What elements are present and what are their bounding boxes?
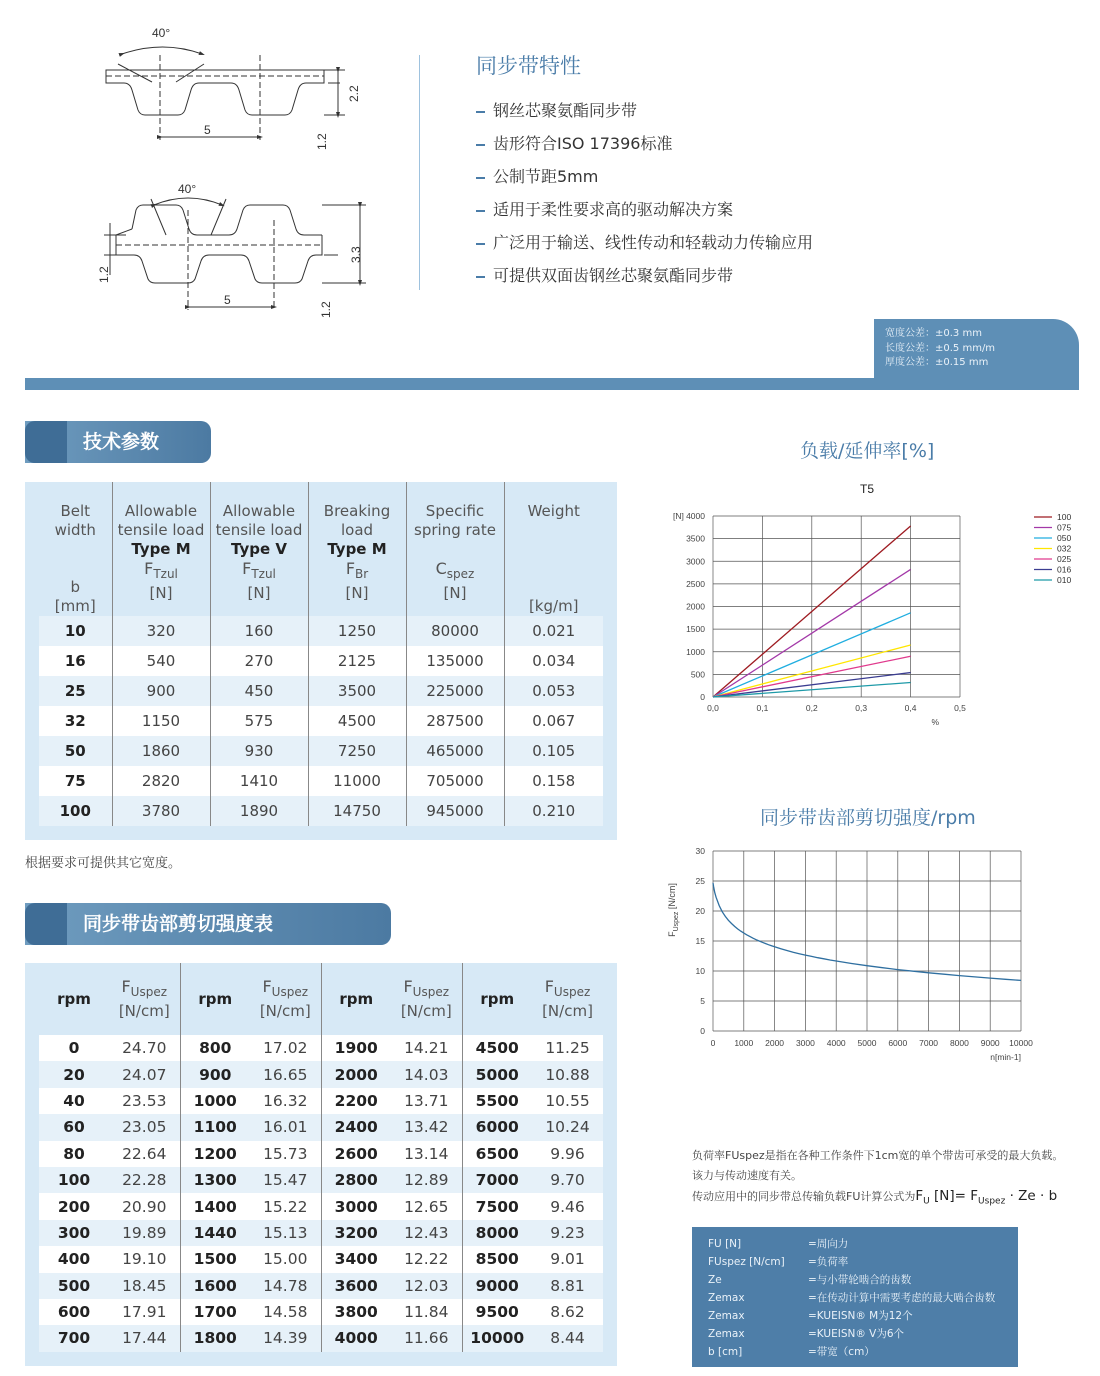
fuspez-header: $F_{Uspez}$ [N/cm]	[259, 976, 311, 1021]
spec-cell: 0.021	[504, 616, 603, 646]
spec-cell: 450	[210, 676, 308, 706]
feature-item: 可提供双面齿钢丝芯聚氨酯同步带	[476, 259, 896, 292]
spec-cell: 945000	[406, 796, 504, 826]
spec-cell: 0.053	[504, 676, 603, 706]
fuspez-cell: 11.84	[391, 1299, 462, 1325]
spec-cell: 100	[39, 796, 112, 826]
belt-profile-drawing-bottom	[96, 175, 376, 320]
spec-table-row	[39, 796, 603, 826]
pitch-label: 5	[204, 123, 211, 137]
rpm-cell: 3200	[321, 1220, 391, 1246]
legend-label: 100	[1057, 512, 1072, 522]
rpm-cell: 4500	[462, 1035, 532, 1061]
x-axis-label: %	[931, 717, 940, 727]
pitch-label: 5	[224, 293, 231, 307]
x-tick-label: 2000	[765, 1038, 785, 1048]
col-belt-width: Belt width b [mm]	[54, 502, 96, 615]
legend-row	[708, 1325, 1018, 1343]
fuspez-cell: 9.23	[532, 1220, 603, 1246]
feature-item: 公制节距5mm	[476, 160, 896, 193]
section-title: 同步带齿部剪切强度表	[83, 913, 274, 935]
symbol-legend-box	[692, 1227, 1018, 1367]
rpm-table-row	[39, 1299, 603, 1325]
y-tick-label: 10	[695, 966, 705, 976]
fuspez-cell: 10.55	[532, 1088, 603, 1114]
y-tick-label: 5	[700, 996, 705, 1006]
fuspez-cell: 9.46	[532, 1193, 603, 1219]
spec-table-panel	[25, 482, 617, 840]
tolerance-box	[874, 319, 1079, 390]
fuspez-cell: 8.81	[532, 1273, 603, 1299]
fuspez-cell: 14.39	[250, 1325, 321, 1351]
legend-label: 025	[1057, 554, 1072, 564]
rpm-cell: 500	[39, 1273, 109, 1299]
legend-row	[708, 1271, 1018, 1289]
rpm-table-panel	[25, 963, 617, 1366]
rpm-cell: 6500	[462, 1141, 532, 1167]
rpm-cell: 5000	[462, 1061, 532, 1087]
fuspez-cell: 14.21	[391, 1035, 462, 1061]
fuspez-cell: 22.64	[109, 1141, 180, 1167]
spec-table-row	[39, 676, 603, 706]
fuspez-cell: 8.44	[532, 1325, 603, 1351]
spec-cell: 7250	[308, 736, 406, 766]
y-tick-label: 15	[695, 936, 705, 946]
rpm-cell: 2600	[321, 1141, 391, 1167]
y-tick-label: 20	[695, 906, 705, 916]
legend-row	[708, 1235, 1018, 1253]
spec-cell: 80000	[406, 616, 504, 646]
legend-value: =周向力	[808, 1238, 849, 1250]
spec-cell: 50	[39, 736, 112, 766]
legend-value: =KUEISN® V为6个	[808, 1328, 905, 1340]
legend-value: =负荷率	[808, 1256, 849, 1268]
features-list	[476, 94, 896, 292]
fuspez-cell: 17.44	[109, 1325, 180, 1351]
dash-icon	[476, 243, 485, 245]
fuspez-cell: 8.62	[532, 1299, 603, 1325]
fuspez-cell: 16.01	[250, 1114, 321, 1140]
rpm-cell: 1900	[321, 1035, 391, 1061]
fuspez-cell: 16.32	[250, 1088, 321, 1114]
spec-cell: 0.034	[504, 646, 603, 676]
rpm-cell: 1100	[180, 1114, 250, 1140]
rpm-cell: 1000	[180, 1088, 250, 1114]
rpm-cell: 7500	[462, 1193, 532, 1219]
x-tick-label: 0,4	[904, 703, 917, 713]
rpm-table-row	[39, 1061, 603, 1087]
dash-icon	[476, 276, 485, 278]
spec-cell: 2820	[112, 766, 210, 796]
y-tick-label: 3000	[686, 556, 705, 567]
col-allowable-v: Allowable tensile load Type V $F_{Tzul}$ [N]	[210, 482, 308, 616]
spec-cell: 320	[112, 616, 210, 646]
rpm-cell: 3800	[321, 1299, 391, 1325]
spec-cell: 160	[210, 616, 308, 646]
spec-cell: 930	[210, 736, 308, 766]
y-tick-label: 1500	[686, 624, 705, 635]
explanation-line2: 该力与传动速度有关。	[692, 1169, 802, 1182]
y-axis-label-main: F	[667, 931, 677, 937]
fuspez-cell: 15.00	[250, 1246, 321, 1272]
y-axis-label-unit: [N/cm]	[667, 883, 677, 912]
x-tick-label: 6000	[888, 1038, 908, 1048]
rpm-table	[39, 963, 603, 1352]
rpm-cell: 2800	[321, 1167, 391, 1193]
fuspez-cell: 24.07	[109, 1061, 180, 1087]
spec-cell: 1410	[210, 766, 308, 796]
spec-cell: 465000	[406, 736, 504, 766]
rpm-table-row	[39, 1246, 603, 1272]
x-tick-label: 0,2	[805, 703, 818, 713]
section-header-tech-params	[25, 421, 211, 463]
chart1-page-title: 负载/延伸率[%]	[800, 440, 935, 462]
spec-cell: 25	[39, 676, 112, 706]
explanation-text	[692, 1146, 1092, 1212]
features-title: 同步带特性	[476, 54, 581, 78]
rpm-header: rpm	[57, 989, 91, 1008]
section-title: 技术参数	[83, 431, 160, 453]
fuspez-cell: 9.96	[532, 1141, 603, 1167]
fuspez-cell: 17.91	[109, 1299, 180, 1325]
rpm-cell: 900	[180, 1061, 250, 1087]
feature-item: 钢丝芯聚氨酯同步带	[476, 94, 896, 127]
rpm-cell: 4000	[321, 1325, 391, 1351]
rpm-cell: 10000	[462, 1325, 532, 1351]
feature-item: 广泛用于输送、线性传动和轻载动力传输应用	[476, 226, 896, 259]
rpm-cell: 700	[39, 1325, 109, 1351]
rpm-cell: 5500	[462, 1088, 532, 1114]
legend-key: Ze	[708, 1274, 722, 1286]
legend-row	[708, 1343, 1018, 1361]
rpm-cell: 1440	[180, 1220, 250, 1246]
rpm-cell: 1500	[180, 1246, 250, 1272]
fuspez-cell: 10.88	[532, 1061, 603, 1087]
rpm-cell: 1400	[180, 1193, 250, 1219]
x-tick-label: 3000	[795, 1038, 815, 1048]
features-panel	[476, 50, 896, 292]
legend-label: 032	[1057, 543, 1072, 554]
y-axis-label	[667, 883, 680, 937]
spec-cell: 2125	[308, 646, 406, 676]
legend-label: 010	[1057, 575, 1072, 585]
rpm-cell: 800	[180, 1035, 250, 1061]
y-axis-unit: [N]	[673, 511, 684, 521]
spec-cell: 1860	[112, 736, 210, 766]
col-weight: Weight [kg/m]	[504, 482, 603, 616]
rpm-cell: 20	[39, 1061, 109, 1087]
y-tick-label: 0	[700, 692, 705, 702]
rpm-cell: 1300	[180, 1167, 250, 1193]
rpm-cell: 9500	[462, 1299, 532, 1325]
rpm-table-header	[39, 963, 603, 1035]
dash-icon	[476, 144, 485, 146]
load-elongation-chart	[650, 478, 1090, 738]
x-tick-label: 0,0	[707, 703, 719, 713]
fuspez-cell: 12.65	[391, 1193, 462, 1219]
legend-value: =带宽（cm）	[808, 1346, 875, 1358]
fuspez-cell: 10.24	[532, 1114, 603, 1140]
spec-cell: 0.105	[504, 736, 603, 766]
dash-icon	[476, 210, 485, 212]
tolerance-thickness: 厚度公差：±0.15 mm	[885, 357, 989, 368]
fuspez-cell: 11.25	[532, 1035, 603, 1061]
fuspez-cell: 23.53	[109, 1088, 180, 1114]
y-tick-label: 30	[695, 846, 705, 856]
legend-value: =KUEISN® M为12个	[808, 1310, 913, 1322]
spec-table-row	[39, 706, 603, 736]
legend-key: Zemax	[708, 1310, 745, 1322]
fuspez-cell: 12.89	[391, 1167, 462, 1193]
col-allowable-m: Allowable tensile load Type M $F_{Tzul}$ [N]	[112, 482, 210, 616]
x-tick-label: 1000	[734, 1038, 754, 1048]
spec-table-row	[39, 736, 603, 766]
rpm-header: rpm	[180, 963, 250, 1035]
rpm-cell: 300	[39, 1220, 109, 1246]
height-label: 3.3	[349, 246, 363, 263]
legend-row	[708, 1307, 1018, 1325]
height-label: 2.2	[347, 85, 361, 102]
x-tick-label: 0,3	[855, 703, 868, 713]
fuspez-cell: 19.10	[109, 1246, 180, 1272]
legend-row	[708, 1289, 1018, 1307]
fuspez-cell: 9.01	[532, 1246, 603, 1272]
x-tick-label: 0,5	[954, 703, 966, 713]
formula: $F_U$ $[N]= F_{Uspez} \cdot Ze \cdot b$	[915, 1188, 1058, 1207]
width-note: 根据要求可提供其它宽度。	[25, 856, 182, 871]
spec-cell: 11000	[308, 766, 406, 796]
rpm-cell: 8500	[462, 1246, 532, 1272]
explanation-line1: 负荷率FUspez是指在各种工作条件下1cm宽的单个带齿可承受的最大负载。	[692, 1149, 1064, 1162]
rpm-table-row	[39, 1114, 603, 1140]
rpm-cell: 400	[39, 1246, 109, 1272]
x-tick-label: 10000	[1009, 1038, 1033, 1048]
y-tick-label: 2000	[686, 601, 705, 612]
x-tick-label: 5000	[857, 1038, 877, 1048]
fuspez-cell: 14.58	[250, 1299, 321, 1325]
rpm-cell: 8000	[462, 1220, 532, 1246]
fuspez-header: $F_{Uspez}$ [N/cm]	[118, 976, 170, 1021]
rpm-cell: 1600	[180, 1273, 250, 1299]
fuspez-cell: 19.89	[109, 1220, 180, 1246]
spec-table-body	[39, 616, 603, 826]
y-tick-label: 1000	[686, 646, 705, 657]
rpm-cell: 600	[39, 1299, 109, 1325]
rpm-table-row	[39, 1325, 603, 1351]
legend-key: FU [N]	[708, 1238, 742, 1250]
fuspez-cell: 17.02	[250, 1035, 321, 1061]
rpm-cell: 80	[39, 1141, 109, 1167]
section-tab	[25, 421, 67, 463]
fuspez-header: $F_{Uspez}$ [N/cm]	[542, 976, 593, 1021]
fuspez-cell: 15.13	[250, 1220, 321, 1246]
feature-item: 适用于柔性要求高的驱动解决方案	[476, 193, 896, 226]
tolerance-width: 宽度公差：±0.3 mm	[885, 328, 982, 339]
legend-value: =在传动计算中需要考虑的最大啮合齿数	[808, 1292, 996, 1304]
spec-table-row	[39, 766, 603, 796]
y-tick-label: 3500	[686, 533, 705, 544]
dash-icon	[476, 111, 485, 113]
explanation-line3: 传动应用中的同步带总传输负载FU计算公式为$F_U$ $[N]= F_{Uspez} \cdot Ze \cdot b$	[692, 1188, 1058, 1207]
rpm-cell: 1200	[180, 1141, 250, 1167]
fuspez-cell: 11.66	[391, 1325, 462, 1351]
col-spring-rate: Specific spring rate $C_{spez}$ [N]	[406, 482, 504, 616]
rpm-cell: 2400	[321, 1114, 391, 1140]
rpm-cell: 3600	[321, 1273, 391, 1299]
spec-cell: 225000	[406, 676, 504, 706]
x-tick-label: 0	[710, 1038, 716, 1048]
rpm-cell: 200	[39, 1193, 109, 1219]
fuspez-cell: 18.45	[109, 1273, 180, 1299]
tooth-label-right: 1.2	[319, 301, 333, 318]
fuspez-cell: 24.70	[109, 1035, 180, 1061]
rpm-cell: 0	[39, 1035, 109, 1061]
fuspez-header: $F_{Uspez}$ [N/cm]	[400, 976, 452, 1021]
y-axis-label-sub: Uspez	[673, 911, 680, 932]
spec-cell: 32	[39, 706, 112, 736]
rpm-cell: 3400	[321, 1246, 391, 1272]
x-tick-label: 7000	[919, 1038, 939, 1048]
spec-cell: 0.210	[504, 796, 603, 826]
spec-cell: 575	[210, 706, 308, 736]
spec-cell: 135000	[406, 646, 504, 676]
rpm-table-row	[39, 1167, 603, 1193]
fuspez-cell: 14.03	[391, 1061, 462, 1087]
rpm-table-row	[39, 1273, 603, 1299]
x-tick-label: 9000	[980, 1038, 1000, 1048]
legend-label: 050	[1057, 533, 1072, 543]
y-tick-label: 25	[695, 876, 705, 886]
legend-label: 016	[1057, 564, 1072, 575]
chart-title: T5	[859, 482, 875, 496]
fuspez-cell: 12.43	[391, 1220, 462, 1246]
rpm-table-row	[39, 1088, 603, 1114]
fuspez-cell: 16.65	[250, 1061, 321, 1087]
feature-item: 齿形符合ISO 17396标准	[476, 127, 896, 160]
fuspez-cell: 20.90	[109, 1193, 180, 1219]
x-axis-label: n[min-1]	[990, 1052, 1021, 1062]
y-tick-label: 2500	[686, 578, 705, 589]
rpm-cell: 1800	[180, 1325, 250, 1351]
x-tick-label: 8000	[949, 1038, 969, 1048]
spec-table-row	[39, 646, 603, 676]
legend-key: Zemax	[708, 1292, 745, 1304]
rpm-table-row	[39, 1035, 603, 1061]
legend-key: FUspez [N/cm]	[708, 1256, 785, 1268]
fuspez-cell: 22.28	[109, 1167, 180, 1193]
rpm-cell: 6000	[462, 1114, 532, 1140]
spec-cell: 1250	[308, 616, 406, 646]
spec-cell: 3500	[308, 676, 406, 706]
spec-cell: 540	[112, 646, 210, 676]
section-header-shear-table	[25, 903, 391, 945]
legend-key: b [cm]	[708, 1346, 743, 1358]
rpm-header: rpm	[321, 963, 391, 1035]
angle-label: 40°	[178, 182, 197, 196]
spec-table-row	[39, 616, 603, 646]
dash-icon	[476, 177, 485, 179]
fuspez-cell: 15.47	[250, 1167, 321, 1193]
belt-profile-drawing-top	[100, 20, 370, 155]
spec-table	[39, 482, 603, 826]
tolerance-length: 长度公差：±0.5 mm/m	[885, 342, 996, 354]
rpm-table-row	[39, 1193, 603, 1219]
fuspez-cell: 23.05	[109, 1114, 180, 1140]
fuspez-cell: 12.22	[391, 1246, 462, 1272]
tooth-label-left: 1.2	[97, 266, 111, 283]
spec-cell: 10	[39, 616, 112, 646]
spec-cell: 705000	[406, 766, 504, 796]
col-breaking: Breaking load Type M $F_{Br}$ [N]	[308, 482, 406, 616]
fuspez-cell: 12.03	[391, 1273, 462, 1299]
fuspez-cell: 15.22	[250, 1193, 321, 1219]
vertical-divider	[419, 55, 420, 290]
fuspez-cell: 13.71	[391, 1088, 462, 1114]
spec-cell: 14750	[308, 796, 406, 826]
section-tab	[25, 903, 67, 945]
legend-value: =与小带轮啮合的齿数	[808, 1274, 912, 1286]
x-tick-label: 0,1	[756, 703, 769, 713]
fuspez-cell: 9.70	[532, 1167, 603, 1193]
legend-label: 075	[1057, 522, 1072, 533]
spec-cell: 0.158	[504, 766, 603, 796]
spec-cell: 900	[112, 676, 210, 706]
fuspez-cell: 13.42	[391, 1114, 462, 1140]
x-tick-label: 4000	[826, 1038, 846, 1048]
angle-label: 40°	[152, 26, 171, 40]
rpm-table-row	[39, 1141, 603, 1167]
fuspez-cell: 13.14	[391, 1141, 462, 1167]
shear-strength-chart	[650, 838, 1070, 1078]
legend-key: Zemax	[708, 1328, 745, 1340]
spec-cell: 270	[210, 646, 308, 676]
spec-cell: 1150	[112, 706, 210, 736]
rpm-cell: 2000	[321, 1061, 391, 1087]
y-tick-label: 500	[690, 669, 705, 680]
rpm-cell: 40	[39, 1088, 109, 1114]
spec-cell: 4500	[308, 706, 406, 736]
rpm-cell: 100	[39, 1167, 109, 1193]
rpm-cell: 2200	[321, 1088, 391, 1114]
rpm-cell: 9000	[462, 1273, 532, 1299]
spec-cell: 75	[39, 766, 112, 796]
spec-cell: 3780	[112, 796, 210, 826]
y-tick-label: 4000	[686, 511, 705, 521]
rpm-cell: 60	[39, 1114, 109, 1140]
fuspez-cell: 15.73	[250, 1141, 321, 1167]
rpm-header: rpm	[462, 963, 532, 1035]
spec-cell: 1890	[210, 796, 308, 826]
y-tick-label: 0	[700, 1026, 705, 1036]
legend-row	[708, 1253, 1018, 1271]
spec-cell: 0.067	[504, 706, 603, 736]
rpm-cell: 1700	[180, 1299, 250, 1325]
spec-cell: 16	[39, 646, 112, 676]
chart2-page-title: 同步带齿部剪切强度/rpm	[760, 807, 976, 829]
rpm-cell: 3000	[321, 1193, 391, 1219]
rpm-table-row	[39, 1220, 603, 1246]
rpm-cell: 7000	[462, 1167, 532, 1193]
spec-cell: 287500	[406, 706, 504, 736]
rpm-table-body	[39, 1035, 603, 1352]
fuspez-cell: 14.78	[250, 1273, 321, 1299]
tooth-label: 1.2	[315, 133, 329, 150]
